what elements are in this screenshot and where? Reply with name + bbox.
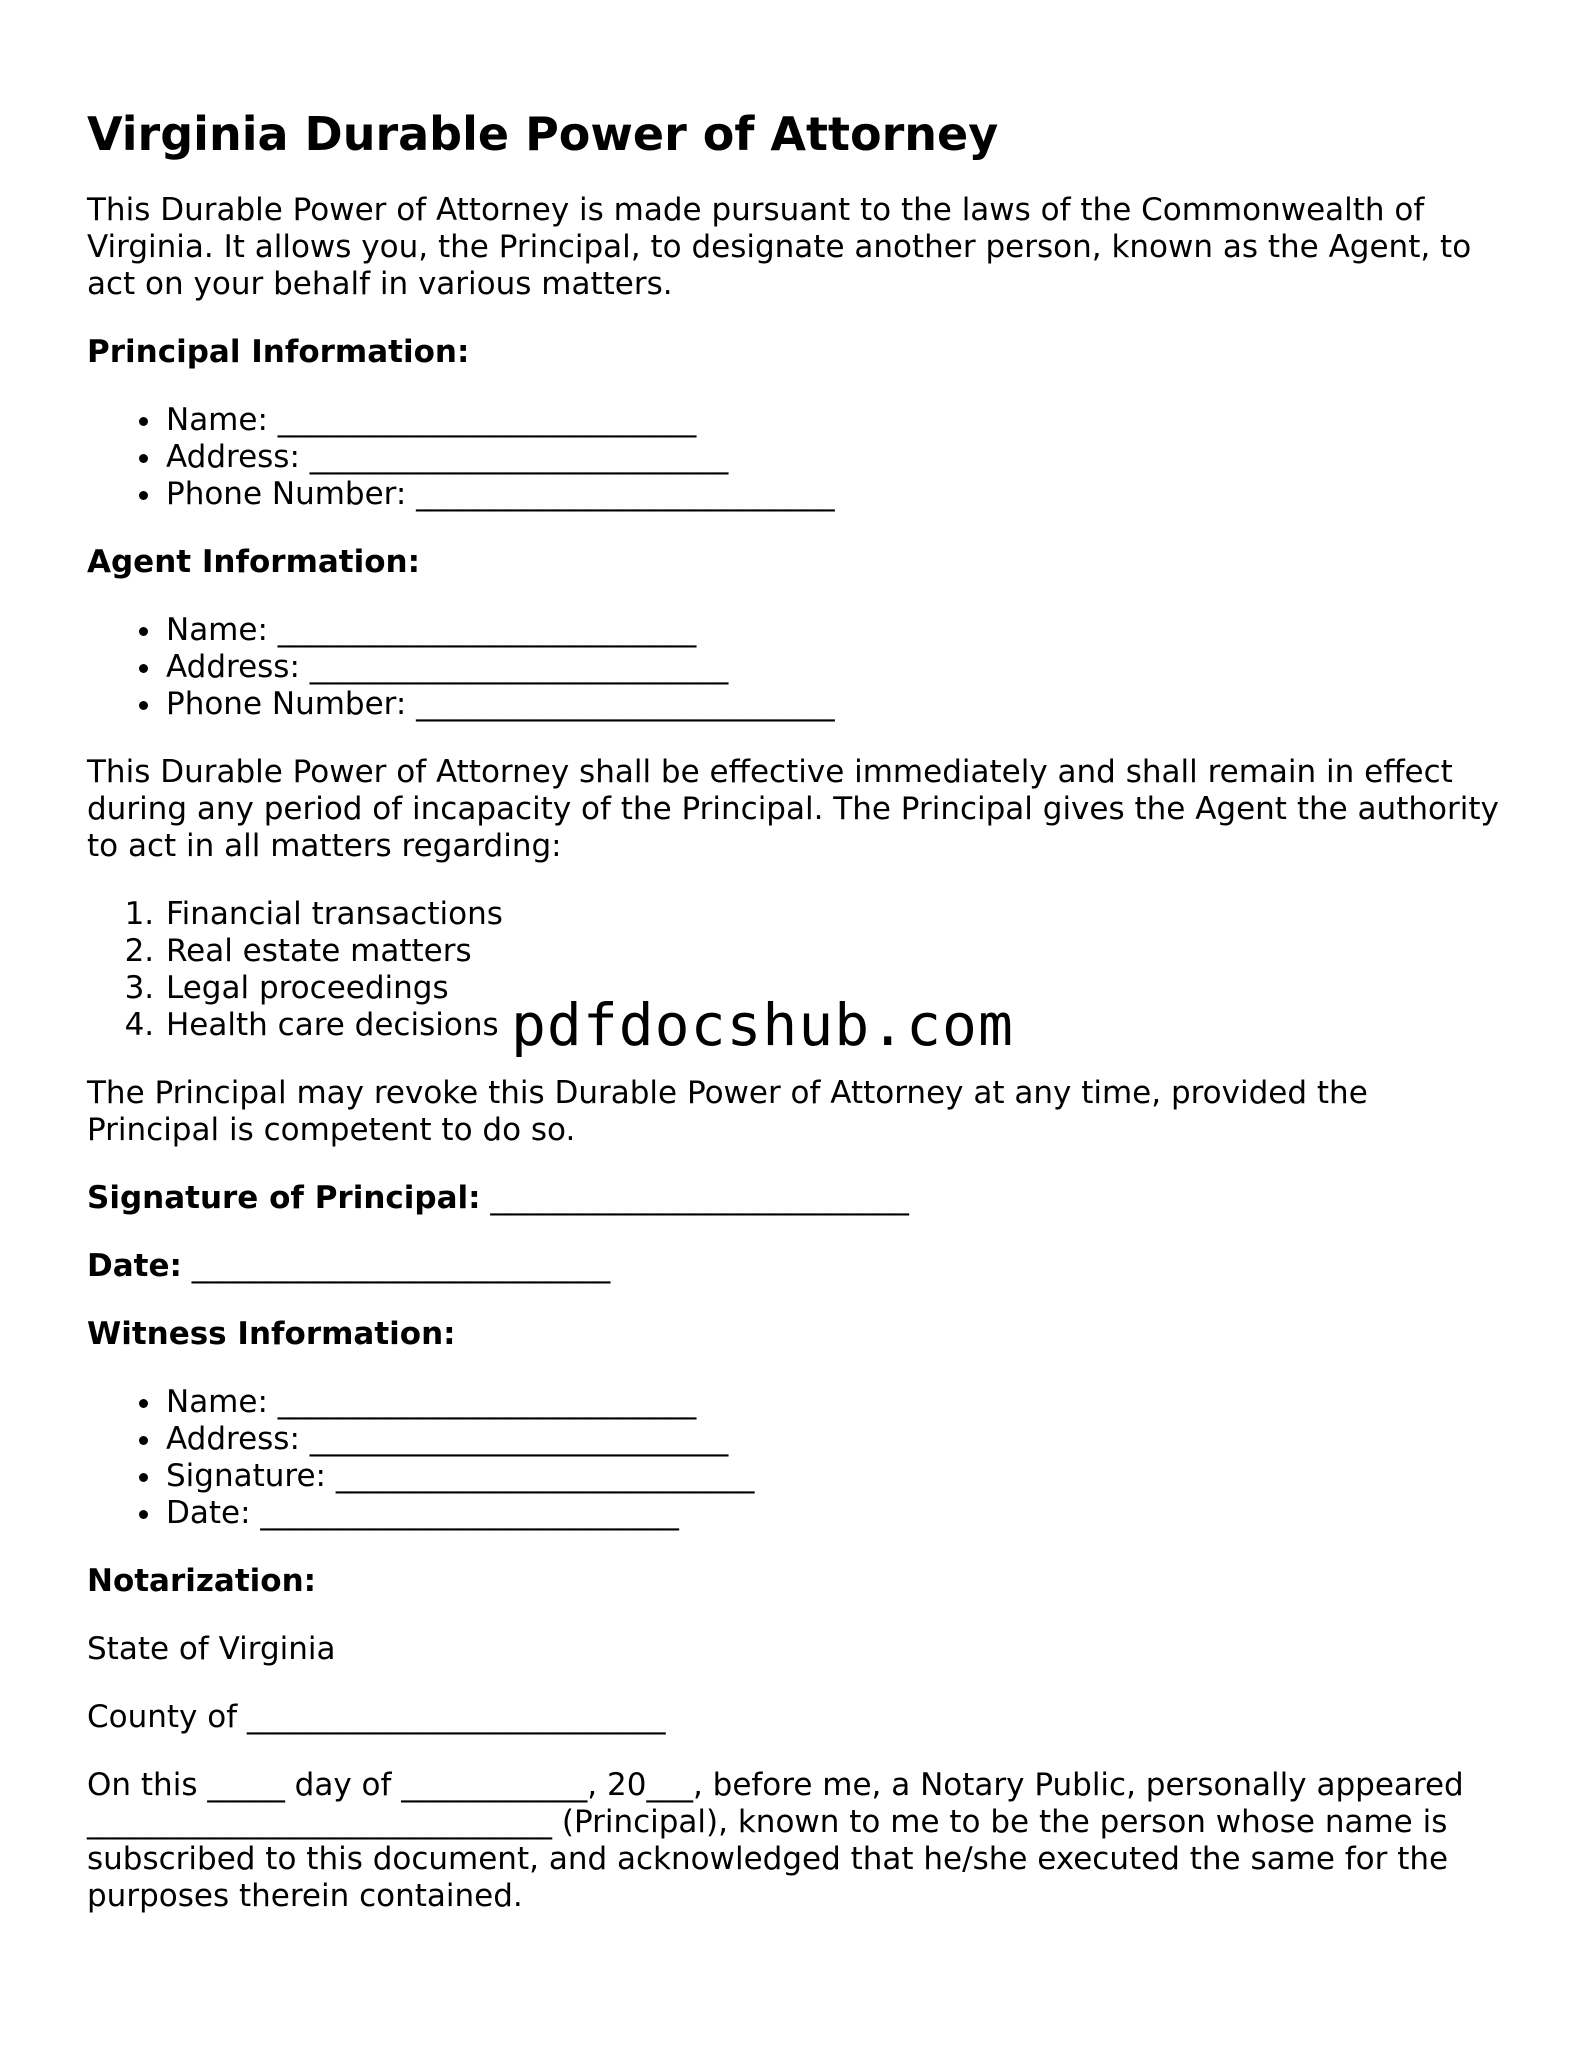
witness-address-blank[interactable]: ___________________________: [309, 1421, 729, 1457]
date-blank[interactable]: ___________________________: [181, 1248, 611, 1284]
field-label: Name:: [166, 402, 278, 438]
signature-line: [87, 1180, 1507, 1217]
principal-name-item: [164, 402, 1507, 439]
witness-signature-item: [164, 1458, 1507, 1495]
field-label: Date:: [166, 1495, 261, 1531]
witness-name-item: [164, 1384, 1507, 1421]
witness-address-item: [164, 1421, 1507, 1458]
date-label: Date:: [87, 1248, 182, 1284]
document-title: Virginia Durable Power of Attorney: [87, 107, 999, 161]
agent-phone-item: [164, 686, 1507, 723]
principal-phone-blank[interactable]: ___________________________: [416, 476, 835, 512]
agent-phone-blank[interactable]: ___________________________: [416, 686, 835, 722]
notary-statement: On this _____ day of ____________, 20___, before me, a Notary Public, personally appeared ______________________________ (Principal), known to me to be the person whose name is subscribed to this document, and acknowledged that he/she executed the same for the purposes therein contained.: [87, 1767, 1464, 1914]
notarization-heading: Notarization:: [87, 1563, 317, 1599]
field-label: Name:: [166, 612, 278, 648]
effective-paragraph: This Durable Power of Attorney shall be effective immediately and shall remain in effect during any period of incapacity of the Principal. The Principal gives the Agent the authority to act in all matters regarding:: [87, 754, 1499, 864]
matter-item: 4. Health care decisions: [164, 1007, 1507, 1044]
principal-info-list: [87, 402, 1507, 513]
revoke-paragraph: The Principal may revoke this Durable Power of Attorney at any time, provided the Principal is competent to do so.: [87, 1075, 1368, 1148]
witness-date-blank[interactable]: ___________________________: [260, 1495, 679, 1531]
agent-info-list: [87, 612, 1507, 723]
field-label: Address:: [166, 1421, 310, 1457]
agent-address-blank[interactable]: ___________________________: [309, 649, 729, 685]
matter-item: 1. Financial transactions: [164, 896, 1507, 933]
witness-info-list: [87, 1384, 1507, 1532]
agent-name-item: [164, 612, 1507, 649]
principal-phone-item: [164, 476, 1507, 513]
notary-state: State of Virginia: [87, 1631, 336, 1667]
agent-address-item: [164, 649, 1507, 686]
field-label: Name:: [166, 1384, 278, 1420]
agent-name-blank[interactable]: ___________________________: [277, 612, 697, 648]
notary-county: County of ___________________________: [87, 1699, 666, 1735]
field-label: Phone Number:: [166, 686, 417, 722]
witness-signature-blank[interactable]: ___________________________: [335, 1458, 755, 1494]
witness-date-item: [164, 1495, 1507, 1532]
witness-name-blank[interactable]: ___________________________: [277, 1384, 697, 1420]
signature-blank[interactable]: ___________________________: [480, 1180, 909, 1216]
matter-item: 2. Real estate matters: [164, 933, 1507, 970]
field-label: Phone Number:: [166, 476, 417, 512]
witness-info-heading: Witness Information:: [87, 1316, 456, 1352]
principal-info-heading: Principal Information:: [87, 334, 470, 370]
agent-info-heading: Agent Information:: [87, 544, 420, 580]
principal-address-item: [164, 439, 1507, 476]
matter-item: 3. Legal proceedings: [164, 970, 1507, 1007]
date-line: [87, 1248, 1507, 1285]
field-label: Address:: [166, 649, 310, 685]
signature-label: Signature of Principal:: [87, 1180, 481, 1216]
principal-address-blank[interactable]: ___________________________: [309, 439, 729, 475]
principal-name-blank[interactable]: ___________________________: [277, 402, 697, 438]
watermark-text: pdfdocshub.com: [511, 991, 1014, 1059]
field-label: Signature:: [166, 1458, 336, 1494]
intro-paragraph: This Durable Power of Attorney is made pursuant to the laws of the Commonwealth of Virginia. It allows you, the Principal, to designate another person, known as the Agent, to act on your behalf in various matters.: [87, 192, 1472, 302]
field-label: Address:: [166, 439, 310, 475]
